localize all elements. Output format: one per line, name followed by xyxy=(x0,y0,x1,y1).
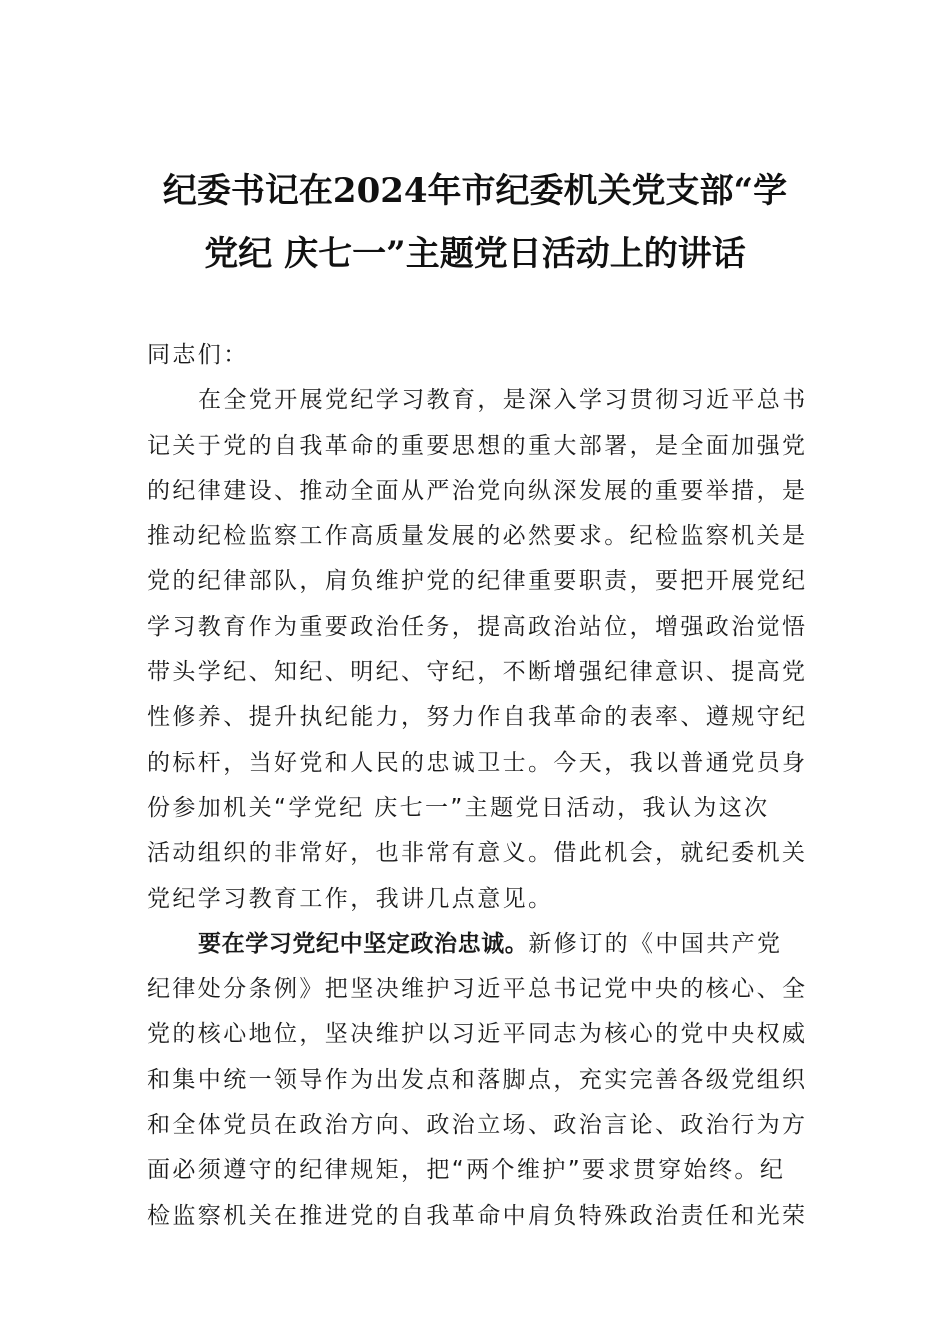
text-line: 纪律处分条例》把坚决维护习近平总书记党中央的核心、全 xyxy=(147,976,808,1003)
text-line: 和全体党员在政治方向、政治立场、政治言论、政治行为方 xyxy=(147,1112,808,1139)
text-line: 党的核心地位，坚决维护以习近平同志为核心的党中央权威 xyxy=(147,1021,808,1048)
text-line xyxy=(147,922,807,967)
text-line: 性修养、提升执纪能力，努力作自我革命的表率、遵规守纪 xyxy=(147,704,808,731)
text-line: 党的纪律部队，肩负维护党的纪律重要职责，要把开展党纪 xyxy=(147,568,808,595)
text-line: 面必须遵守的纪律规矩，把“两个维护”要求贯穿始终。纪 xyxy=(147,1157,786,1184)
text-line: 检监察机关在推进党的自我革命中肩负特殊政治责任和光荣 xyxy=(147,1202,808,1229)
text-line: 在全党开展党纪学习教育，是深入学习贯彻习近平总书 xyxy=(198,387,808,414)
text-line: 的标杆，当好党和人民的忠诚卫士。今天，我以普通党员身 xyxy=(147,749,808,776)
text-line: 带头学纪、知纪、明纪、守纪，不断增强纪律意识、提高党 xyxy=(147,659,808,686)
text-line: 活动组织的非常好，也非常有意义。借此机会，就纪委机关 xyxy=(147,840,808,867)
text-line: 的纪律建设、推动全面从严治党向纵深发展的重要举措，是 xyxy=(147,477,808,504)
text-line: 推动纪检监察工作高质量发展的必然要求。纪检监察机关是 xyxy=(147,523,808,550)
text-line: 和集中统一领导作为出发点和落脚点，充实完善各级党组织 xyxy=(147,1066,808,1093)
title-line: 纪委书记在2024年市纪委机关党支部“学 xyxy=(162,171,788,211)
paragraph-political-loyalty xyxy=(147,922,807,1239)
paragraph-intro xyxy=(147,378,807,922)
text-span: 新修订的《中国共产党 xyxy=(528,930,783,957)
document-body xyxy=(147,333,807,1239)
document-title xyxy=(140,160,810,286)
salutation: 同志们： xyxy=(147,342,249,368)
text-line: 记关于党的自我革命的重要思想的重大部署，是全面加强党 xyxy=(147,432,808,459)
text-line: 份参加机关“学党纪 庆七一”主题党日活动，我认为这次 xyxy=(147,794,770,821)
text-line: 党纪学习教育工作，我讲几点意见。 xyxy=(147,885,554,912)
title-line: 党纪 庆七一”主题党日活动上的讲话 xyxy=(204,234,746,274)
section-lead-heading: 要在学习党纪中坚定政治忠诚。 xyxy=(198,930,529,957)
text-line: 学习教育作为重要政治任务，提高政治站位，增强政治觉悟 xyxy=(147,613,808,640)
